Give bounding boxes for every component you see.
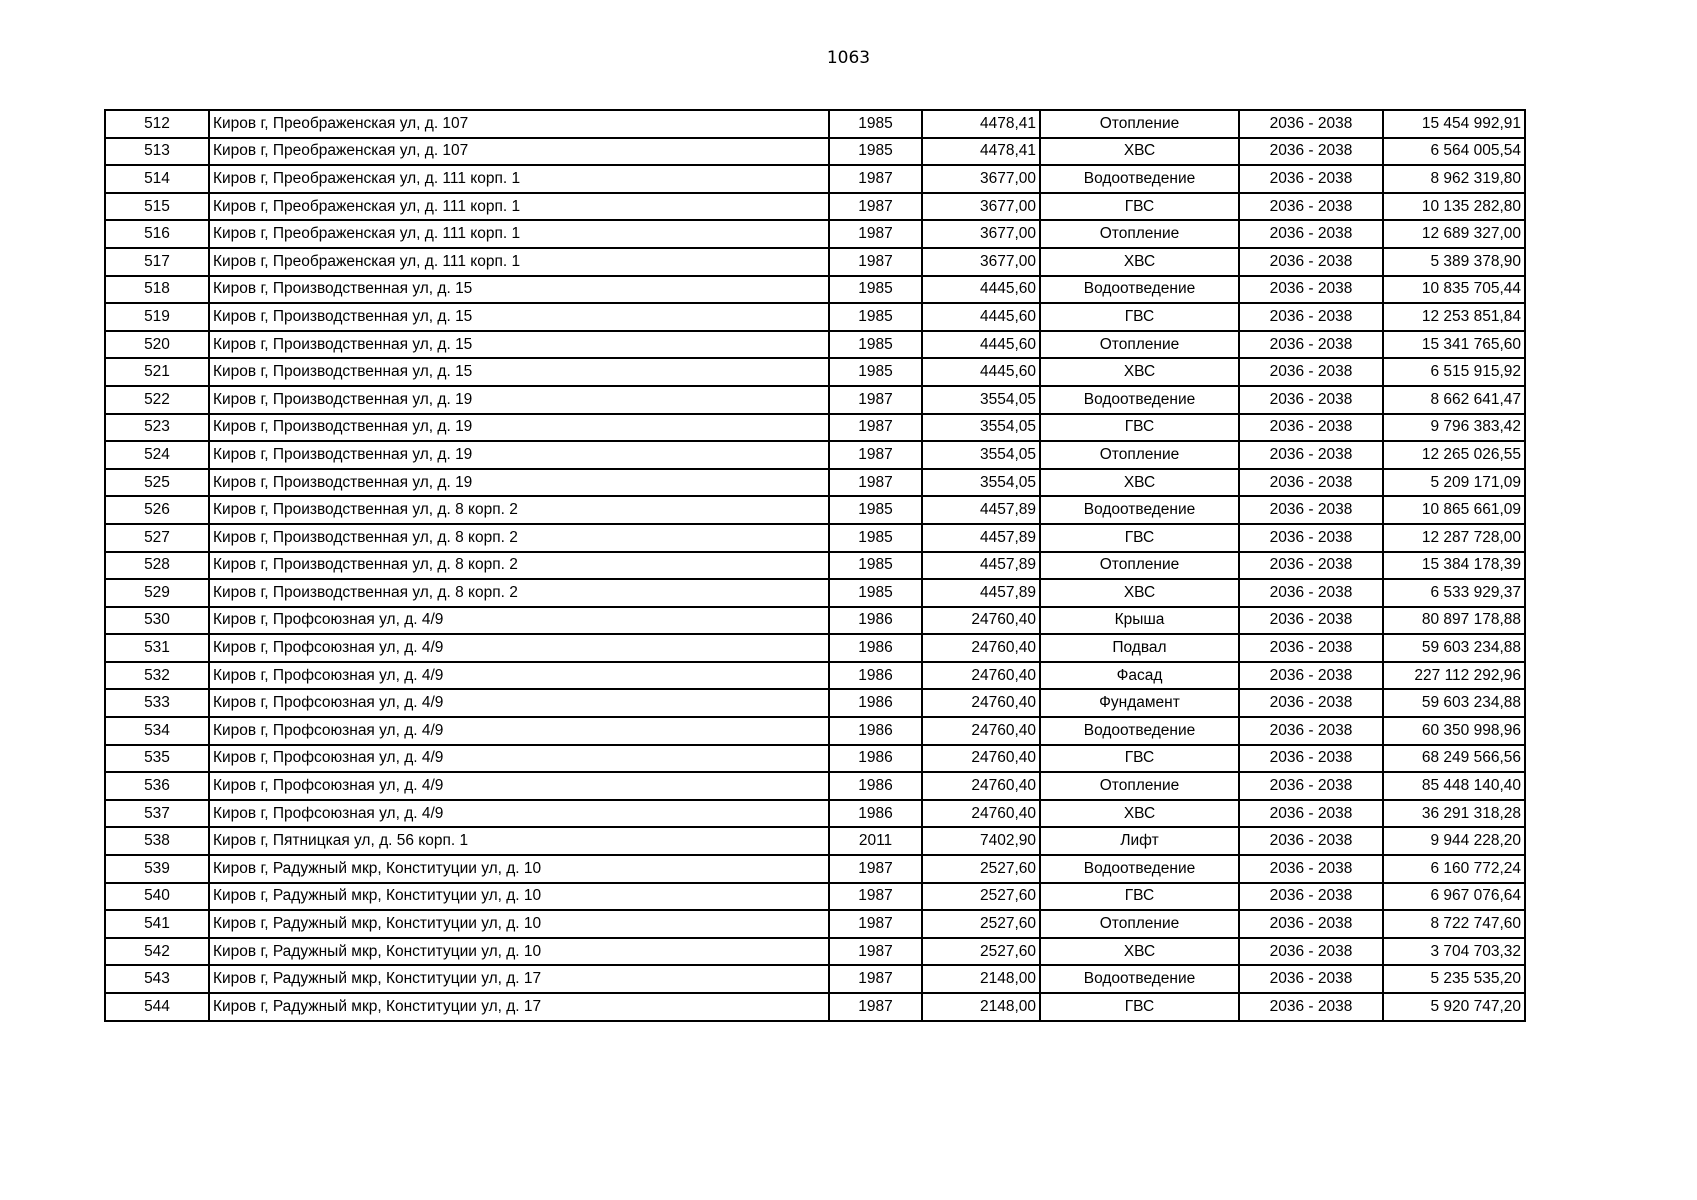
- work-type-cell: ХВС: [1040, 248, 1239, 276]
- year-cell: 1987: [829, 165, 922, 193]
- cost-cell: 8 962 319,80: [1383, 165, 1525, 193]
- year-cell: 2011: [829, 827, 922, 855]
- row-number-cell: 512: [105, 110, 209, 138]
- year-cell: 1987: [829, 910, 922, 938]
- register-table: [104, 109, 1526, 1022]
- row-number-cell: 540: [105, 883, 209, 911]
- address-cell: Киров г, Производственная ул, д. 15: [209, 331, 829, 359]
- cost-cell: 9 796 383,42: [1383, 414, 1525, 442]
- work-type-cell: Крыша: [1040, 607, 1239, 635]
- row-number-cell: 519: [105, 303, 209, 331]
- address-cell: Киров г, Производственная ул, д. 19: [209, 469, 829, 497]
- table-row: [105, 552, 1525, 580]
- work-type-cell: Отопление: [1040, 331, 1239, 359]
- table-row: [105, 193, 1525, 221]
- work-type-cell: Фундамент: [1040, 689, 1239, 717]
- period-cell: 2036 - 2038: [1239, 331, 1383, 359]
- table-row: [105, 827, 1525, 855]
- work-type-cell: Водоотведение: [1040, 165, 1239, 193]
- work-type-cell: Подвал: [1040, 634, 1239, 662]
- address-cell: Киров г, Производственная ул, д. 8 корп. 2: [209, 496, 829, 524]
- table-row: [105, 607, 1525, 635]
- period-cell: 2036 - 2038: [1239, 496, 1383, 524]
- address-cell: Киров г, Производственная ул, д. 19: [209, 386, 829, 414]
- area-cell: 24760,40: [922, 607, 1040, 635]
- cost-cell: 8 722 747,60: [1383, 910, 1525, 938]
- work-type-cell: ХВС: [1040, 138, 1239, 166]
- cost-cell: 15 384 178,39: [1383, 552, 1525, 580]
- work-type-cell: ГВС: [1040, 193, 1239, 221]
- cost-cell: 6 160 772,24: [1383, 855, 1525, 883]
- area-cell: 4457,89: [922, 524, 1040, 552]
- row-number-cell: 544: [105, 993, 209, 1021]
- address-cell: Киров г, Преображенская ул, д. 111 корп. 1: [209, 248, 829, 276]
- area-cell: 3677,00: [922, 220, 1040, 248]
- row-number-cell: 516: [105, 220, 209, 248]
- cost-cell: 227 112 292,96: [1383, 662, 1525, 690]
- table-row: [105, 938, 1525, 966]
- period-cell: 2036 - 2038: [1239, 662, 1383, 690]
- period-cell: 2036 - 2038: [1239, 993, 1383, 1021]
- area-cell: 24760,40: [922, 662, 1040, 690]
- table-row: [105, 303, 1525, 331]
- table-row: [105, 441, 1525, 469]
- area-cell: 4478,41: [922, 110, 1040, 138]
- area-cell: 24760,40: [922, 800, 1040, 828]
- table-row: [105, 138, 1525, 166]
- period-cell: 2036 - 2038: [1239, 938, 1383, 966]
- area-cell: 3677,00: [922, 165, 1040, 193]
- area-cell: 4457,89: [922, 496, 1040, 524]
- address-cell: Киров г, Радужный мкр, Конституции ул, д. 10: [209, 938, 829, 966]
- year-cell: 1987: [829, 220, 922, 248]
- work-type-cell: Отопление: [1040, 552, 1239, 580]
- year-cell: 1986: [829, 662, 922, 690]
- area-cell: 24760,40: [922, 717, 1040, 745]
- period-cell: 2036 - 2038: [1239, 138, 1383, 166]
- row-number-cell: 527: [105, 524, 209, 552]
- work-type-cell: Водоотведение: [1040, 855, 1239, 883]
- cost-cell: 80 897 178,88: [1383, 607, 1525, 635]
- row-number-cell: 517: [105, 248, 209, 276]
- row-number-cell: 542: [105, 938, 209, 966]
- address-cell: Киров г, Профсоюзная ул, д. 4/9: [209, 689, 829, 717]
- row-number-cell: 534: [105, 717, 209, 745]
- table-row: [105, 414, 1525, 442]
- work-type-cell: Водоотведение: [1040, 496, 1239, 524]
- cost-cell: 36 291 318,28: [1383, 800, 1525, 828]
- row-number-cell: 531: [105, 634, 209, 662]
- work-type-cell: Водоотведение: [1040, 717, 1239, 745]
- address-cell: Киров г, Профсоюзная ул, д. 4/9: [209, 607, 829, 635]
- cost-cell: 10 135 282,80: [1383, 193, 1525, 221]
- row-number-cell: 528: [105, 552, 209, 580]
- period-cell: 2036 - 2038: [1239, 634, 1383, 662]
- cost-cell: 10 865 661,09: [1383, 496, 1525, 524]
- cost-cell: 85 448 140,40: [1383, 772, 1525, 800]
- row-number-cell: 533: [105, 689, 209, 717]
- year-cell: 1986: [829, 772, 922, 800]
- period-cell: 2036 - 2038: [1239, 524, 1383, 552]
- area-cell: 3554,05: [922, 469, 1040, 497]
- table-row: [105, 717, 1525, 745]
- year-cell: 1986: [829, 800, 922, 828]
- cost-cell: 68 249 566,56: [1383, 745, 1525, 773]
- area-cell: 3554,05: [922, 414, 1040, 442]
- address-cell: Киров г, Преображенская ул, д. 111 корп. 1: [209, 220, 829, 248]
- work-type-cell: ГВС: [1040, 883, 1239, 911]
- period-cell: 2036 - 2038: [1239, 689, 1383, 717]
- table-row: [105, 220, 1525, 248]
- period-cell: 2036 - 2038: [1239, 745, 1383, 773]
- cost-cell: 10 835 705,44: [1383, 276, 1525, 304]
- work-type-cell: ГВС: [1040, 303, 1239, 331]
- table-row: [105, 496, 1525, 524]
- table-row: [105, 358, 1525, 386]
- area-cell: 3677,00: [922, 248, 1040, 276]
- row-number-cell: 535: [105, 745, 209, 773]
- period-cell: 2036 - 2038: [1239, 414, 1383, 442]
- work-type-cell: Водоотведение: [1040, 386, 1239, 414]
- year-cell: 1987: [829, 855, 922, 883]
- area-cell: 3677,00: [922, 193, 1040, 221]
- work-type-cell: ГВС: [1040, 745, 1239, 773]
- work-type-cell: ХВС: [1040, 469, 1239, 497]
- area-cell: 4445,60: [922, 276, 1040, 304]
- address-cell: Киров г, Преображенская ул, д. 111 корп. 1: [209, 165, 829, 193]
- table-row: [105, 745, 1525, 773]
- address-cell: Киров г, Профсоюзная ул, д. 4/9: [209, 717, 829, 745]
- area-cell: 24760,40: [922, 689, 1040, 717]
- area-cell: 2148,00: [922, 965, 1040, 993]
- area-cell: 3554,05: [922, 386, 1040, 414]
- row-number-cell: 541: [105, 910, 209, 938]
- area-cell: 4445,60: [922, 303, 1040, 331]
- period-cell: 2036 - 2038: [1239, 772, 1383, 800]
- row-number-cell: 536: [105, 772, 209, 800]
- period-cell: 2036 - 2038: [1239, 883, 1383, 911]
- work-type-cell: Водоотведение: [1040, 965, 1239, 993]
- year-cell: 1985: [829, 110, 922, 138]
- year-cell: 1985: [829, 552, 922, 580]
- cost-cell: 3 704 703,32: [1383, 938, 1525, 966]
- year-cell: 1987: [829, 469, 922, 497]
- area-cell: 24760,40: [922, 772, 1040, 800]
- area-cell: 4457,89: [922, 552, 1040, 580]
- table-row: [105, 331, 1525, 359]
- table-row: [105, 386, 1525, 414]
- area-cell: 2148,00: [922, 993, 1040, 1021]
- row-number-cell: 524: [105, 441, 209, 469]
- cost-cell: 6 967 076,64: [1383, 883, 1525, 911]
- work-type-cell: Фасад: [1040, 662, 1239, 690]
- row-number-cell: 537: [105, 800, 209, 828]
- address-cell: Киров г, Производственная ул, д. 15: [209, 276, 829, 304]
- year-cell: 1985: [829, 496, 922, 524]
- area-cell: 4457,89: [922, 579, 1040, 607]
- cost-cell: 15 454 992,91: [1383, 110, 1525, 138]
- row-number-cell: 530: [105, 607, 209, 635]
- row-number-cell: 526: [105, 496, 209, 524]
- period-cell: 2036 - 2038: [1239, 469, 1383, 497]
- period-cell: 2036 - 2038: [1239, 303, 1383, 331]
- period-cell: 2036 - 2038: [1239, 386, 1383, 414]
- table-row: [105, 993, 1525, 1021]
- address-cell: Киров г, Производственная ул, д. 8 корп. 2: [209, 579, 829, 607]
- year-cell: 1987: [829, 993, 922, 1021]
- page-number: 1063: [826, 48, 871, 68]
- period-cell: 2036 - 2038: [1239, 193, 1383, 221]
- address-cell: Киров г, Производственная ул, д. 19: [209, 414, 829, 442]
- year-cell: 1987: [829, 386, 922, 414]
- period-cell: 2036 - 2038: [1239, 579, 1383, 607]
- address-cell: Киров г, Производственная ул, д. 15: [209, 303, 829, 331]
- work-type-cell: Лифт: [1040, 827, 1239, 855]
- table-row: [105, 855, 1525, 883]
- table-row: [105, 110, 1525, 138]
- address-cell: Киров г, Профсоюзная ул, д. 4/9: [209, 634, 829, 662]
- row-number-cell: 543: [105, 965, 209, 993]
- area-cell: 24760,40: [922, 634, 1040, 662]
- row-number-cell: 520: [105, 331, 209, 359]
- year-cell: 1987: [829, 414, 922, 442]
- work-type-cell: ХВС: [1040, 579, 1239, 607]
- address-cell: Киров г, Профсоюзная ул, д. 4/9: [209, 772, 829, 800]
- cost-cell: 5 920 747,20: [1383, 993, 1525, 1021]
- address-cell: Киров г, Преображенская ул, д. 107: [209, 138, 829, 166]
- table-row: [105, 634, 1525, 662]
- year-cell: 1987: [829, 248, 922, 276]
- year-cell: 1986: [829, 689, 922, 717]
- period-cell: 2036 - 2038: [1239, 965, 1383, 993]
- period-cell: 2036 - 2038: [1239, 110, 1383, 138]
- work-type-cell: ХВС: [1040, 800, 1239, 828]
- period-cell: 2036 - 2038: [1239, 441, 1383, 469]
- row-number-cell: 515: [105, 193, 209, 221]
- address-cell: Киров г, Радужный мкр, Конституции ул, д. 17: [209, 965, 829, 993]
- year-cell: 1985: [829, 524, 922, 552]
- table-row: [105, 965, 1525, 993]
- cost-cell: 60 350 998,96: [1383, 717, 1525, 745]
- work-type-cell: Отопление: [1040, 220, 1239, 248]
- year-cell: 1987: [829, 441, 922, 469]
- cost-cell: 59 603 234,88: [1383, 689, 1525, 717]
- cost-cell: 12 689 327,00: [1383, 220, 1525, 248]
- cost-cell: 6 564 005,54: [1383, 138, 1525, 166]
- year-cell: 1987: [829, 883, 922, 911]
- work-type-cell: Водоотведение: [1040, 276, 1239, 304]
- year-cell: 1985: [829, 358, 922, 386]
- table-row: [105, 800, 1525, 828]
- work-type-cell: Отопление: [1040, 910, 1239, 938]
- cost-cell: 15 341 765,60: [1383, 331, 1525, 359]
- row-number-cell: 522: [105, 386, 209, 414]
- period-cell: 2036 - 2038: [1239, 248, 1383, 276]
- year-cell: 1985: [829, 303, 922, 331]
- work-type-cell: ХВС: [1040, 938, 1239, 966]
- address-cell: Киров г, Радужный мкр, Конституции ул, д. 10: [209, 855, 829, 883]
- row-number-cell: 523: [105, 414, 209, 442]
- cost-cell: 6 515 915,92: [1383, 358, 1525, 386]
- year-cell: 1987: [829, 193, 922, 221]
- cost-cell: 12 287 728,00: [1383, 524, 1525, 552]
- row-number-cell: 539: [105, 855, 209, 883]
- year-cell: 1986: [829, 745, 922, 773]
- row-number-cell: 521: [105, 358, 209, 386]
- cost-cell: 8 662 641,47: [1383, 386, 1525, 414]
- year-cell: 1985: [829, 276, 922, 304]
- year-cell: 1986: [829, 607, 922, 635]
- area-cell: 2527,60: [922, 855, 1040, 883]
- row-number-cell: 513: [105, 138, 209, 166]
- area-cell: 3554,05: [922, 441, 1040, 469]
- work-type-cell: Отопление: [1040, 110, 1239, 138]
- table-row: [105, 662, 1525, 690]
- cost-cell: 9 944 228,20: [1383, 827, 1525, 855]
- period-cell: 2036 - 2038: [1239, 855, 1383, 883]
- table-row: [105, 524, 1525, 552]
- address-cell: Киров г, Профсоюзная ул, д. 4/9: [209, 800, 829, 828]
- work-type-cell: ГВС: [1040, 414, 1239, 442]
- cost-cell: 6 533 929,37: [1383, 579, 1525, 607]
- table-row: [105, 910, 1525, 938]
- cost-cell: 5 389 378,90: [1383, 248, 1525, 276]
- cost-cell: 5 235 535,20: [1383, 965, 1525, 993]
- year-cell: 1986: [829, 634, 922, 662]
- period-cell: 2036 - 2038: [1239, 276, 1383, 304]
- year-cell: 1985: [829, 138, 922, 166]
- table-row: [105, 469, 1525, 497]
- period-cell: 2036 - 2038: [1239, 717, 1383, 745]
- area-cell: 2527,60: [922, 910, 1040, 938]
- area-cell: 2527,60: [922, 938, 1040, 966]
- area-cell: 7402,90: [922, 827, 1040, 855]
- area-cell: 2527,60: [922, 883, 1040, 911]
- area-cell: 24760,40: [922, 745, 1040, 773]
- table-row: [105, 689, 1525, 717]
- address-cell: Киров г, Производственная ул, д. 8 корп. 2: [209, 552, 829, 580]
- address-cell: Киров г, Производственная ул, д. 19: [209, 441, 829, 469]
- address-cell: Киров г, Профсоюзная ул, д. 4/9: [209, 745, 829, 773]
- period-cell: 2036 - 2038: [1239, 800, 1383, 828]
- table-row: [105, 248, 1525, 276]
- row-number-cell: 538: [105, 827, 209, 855]
- work-type-cell: ГВС: [1040, 993, 1239, 1021]
- period-cell: 2036 - 2038: [1239, 827, 1383, 855]
- year-cell: 1987: [829, 938, 922, 966]
- register-table-body: [105, 110, 1525, 1021]
- work-type-cell: Отопление: [1040, 441, 1239, 469]
- area-cell: 4478,41: [922, 138, 1040, 166]
- period-cell: 2036 - 2038: [1239, 220, 1383, 248]
- table-row: [105, 165, 1525, 193]
- cost-cell: 5 209 171,09: [1383, 469, 1525, 497]
- address-cell: Киров г, Преображенская ул, д. 107: [209, 110, 829, 138]
- row-number-cell: 514: [105, 165, 209, 193]
- work-type-cell: ХВС: [1040, 358, 1239, 386]
- year-cell: 1987: [829, 965, 922, 993]
- table-row: [105, 276, 1525, 304]
- row-number-cell: 525: [105, 469, 209, 497]
- address-cell: Киров г, Производственная ул, д. 15: [209, 358, 829, 386]
- address-cell: Киров г, Преображенская ул, д. 111 корп. 1: [209, 193, 829, 221]
- cost-cell: 12 265 026,55: [1383, 441, 1525, 469]
- area-cell: 4445,60: [922, 331, 1040, 359]
- work-type-cell: Отопление: [1040, 772, 1239, 800]
- address-cell: Киров г, Производственная ул, д. 8 корп. 2: [209, 524, 829, 552]
- cost-cell: 59 603 234,88: [1383, 634, 1525, 662]
- address-cell: Киров г, Пятницкая ул, д. 56 корп. 1: [209, 827, 829, 855]
- period-cell: 2036 - 2038: [1239, 607, 1383, 635]
- year-cell: 1986: [829, 717, 922, 745]
- year-cell: 1985: [829, 331, 922, 359]
- table-row: [105, 772, 1525, 800]
- area-cell: 4445,60: [922, 358, 1040, 386]
- address-cell: Киров г, Профсоюзная ул, д. 4/9: [209, 662, 829, 690]
- table-row: [105, 883, 1525, 911]
- year-cell: 1985: [829, 579, 922, 607]
- period-cell: 2036 - 2038: [1239, 358, 1383, 386]
- address-cell: Киров г, Радужный мкр, Конституции ул, д. 17: [209, 993, 829, 1021]
- address-cell: Киров г, Радужный мкр, Конституции ул, д. 10: [209, 883, 829, 911]
- row-number-cell: 532: [105, 662, 209, 690]
- period-cell: 2036 - 2038: [1239, 552, 1383, 580]
- period-cell: 2036 - 2038: [1239, 165, 1383, 193]
- address-cell: Киров г, Радужный мкр, Конституции ул, д. 10: [209, 910, 829, 938]
- row-number-cell: 529: [105, 579, 209, 607]
- table-row: [105, 579, 1525, 607]
- row-number-cell: 518: [105, 276, 209, 304]
- cost-cell: 12 253 851,84: [1383, 303, 1525, 331]
- work-type-cell: ГВС: [1040, 524, 1239, 552]
- period-cell: 2036 - 2038: [1239, 910, 1383, 938]
